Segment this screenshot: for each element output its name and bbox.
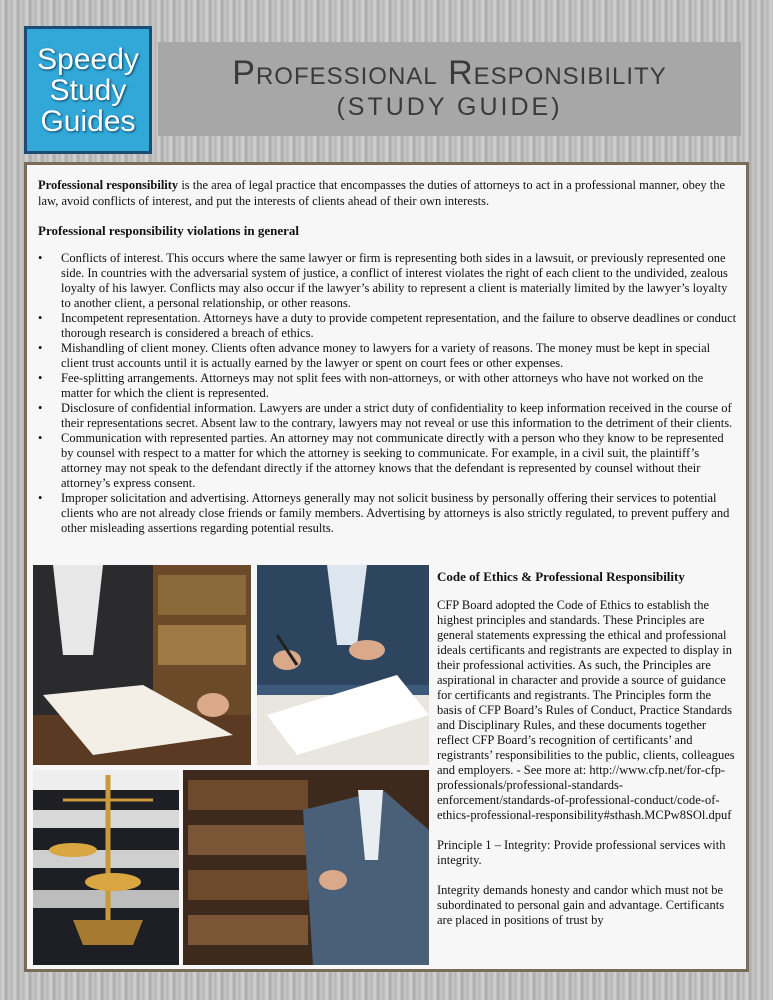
title-banner	[158, 42, 741, 136]
list-item: • Incompetent representation. Attorneys have a duty to provide competent representation, and the failure to observe deadlines or conduct thorough research is considered a breach of ethics.	[38, 311, 738, 341]
lawyer-reading-document-photo	[33, 565, 251, 765]
list-item: • Improper solicitation and advertising. Attorneys generally may not solicit business by personally offering their services to potential clients who are not already close friends or family members. Advertising by attorneys is also strictly regulated, to prevent puffery and other misleading assertions regarding potential results.	[38, 491, 738, 536]
list-item: • Mishandling of client money. Clients often advance money to lawyers for a variety of reasons. The money must be kept in special client trust accounts until it is actually earned by the lawyer or spent on court fees or other expenses.	[38, 341, 738, 371]
list-item: • Disclosure of confidential information. Lawyers are under a strict duty of confidentiality to keep information received in the course of their representations secret. Absent law to the contrary, lawyers may not reveal or use this information to the detriment of their clients.	[38, 401, 738, 431]
lawyer-in-library-photo	[183, 770, 429, 965]
lawyer-signing-document-photo	[257, 565, 429, 765]
intro-term: Professional responsibility	[38, 178, 179, 192]
page-subtitle: (STUDY GUIDE)	[336, 93, 563, 121]
intro-paragraph	[38, 177, 738, 209]
ethics-column	[437, 569, 737, 943]
scales-of-justice-photo	[33, 770, 179, 965]
ethics-paragraph: CFP Board adopted the Code of Ethics to establish the highest principles and standards. These Principles are general statements expressing the ethical and professional ideals certificants and registrants are expected to display in their professional activities. As such, the Principles are aspirational in character and provide a source of guidance for certificants and registrants. The Principles form the basis of CFP Board’s Rules of Conduct, Practice Standards and Disciplinary Rules, and these documents together reflect CFP Board’s recognition of certificants’ and registrants’ responsibilities to the public, clients, colleagues and employers. - See more at: http://www.cfp.net/for-cfp-professionals/professional-standards-enforcement/standards-of-professional-conduct/code-of-ethics-professional-responsibility#sthash.MCPw8SOl.dpuf	[437, 598, 735, 822]
speedy-study-guides-logo	[24, 26, 152, 154]
principle-paragraph: Principle 1 – Integrity: Provide professional services with integrity.	[437, 838, 726, 867]
logo-line-3: Guides	[40, 104, 136, 138]
list-item: • Communication with represented parties. An attorney may not communicate directly with a person who they know to be represented by counsel with respect to a matter for which the attorney is seeking to communicate. For example, in a civil suit, the plaintiff’s attorney may not speak to the defendant directly if the attorney knows that the defendant is represented by counsel without their attorney’s express consent.	[38, 431, 738, 491]
page-title: Professional Responsibility	[232, 54, 667, 92]
list-item: • Conflicts of interest. This occurs where the same lawyer or firm is representing both sides in a lawsuit, or previously represented one side. In countries with the adversarial system of justice, a conflict of interest violates the right of each client to the undivided, zealous loyalty of his lawyer. Conflicts may also occur if the lawyer’s ability to represent a client is materially limited by the lawyer’s loyalty to another client, a personal relationship, or other reasons.	[38, 251, 738, 311]
violations-heading: Professional responsibility violations in general	[38, 223, 299, 238]
logo-line-2: Study	[49, 73, 127, 107]
ethics-heading: Code of Ethics & Professional Responsibility	[437, 569, 685, 584]
violations-list	[38, 251, 738, 536]
list-item: • Fee-splitting arrangements. Attorneys may not split fees with non-attorneys, or with other attorneys who have not worked on the matter for which the client is represented.	[38, 371, 738, 401]
logo-line-1: Speedy	[37, 42, 139, 76]
integrity-paragraph: Integrity demands honesty and candor which must not be subordinated to personal gain and advantage. Certificants are placed in positions of trust by	[437, 883, 725, 927]
photo-collage	[33, 565, 429, 965]
content-panel	[24, 162, 749, 972]
intro-text: is the area of legal practice that encompasses the duties of attorneys to act in a professional manner, obey the law, avoid conflicts of interest, and put the interests of clients ahead of their own interests.	[38, 178, 726, 208]
